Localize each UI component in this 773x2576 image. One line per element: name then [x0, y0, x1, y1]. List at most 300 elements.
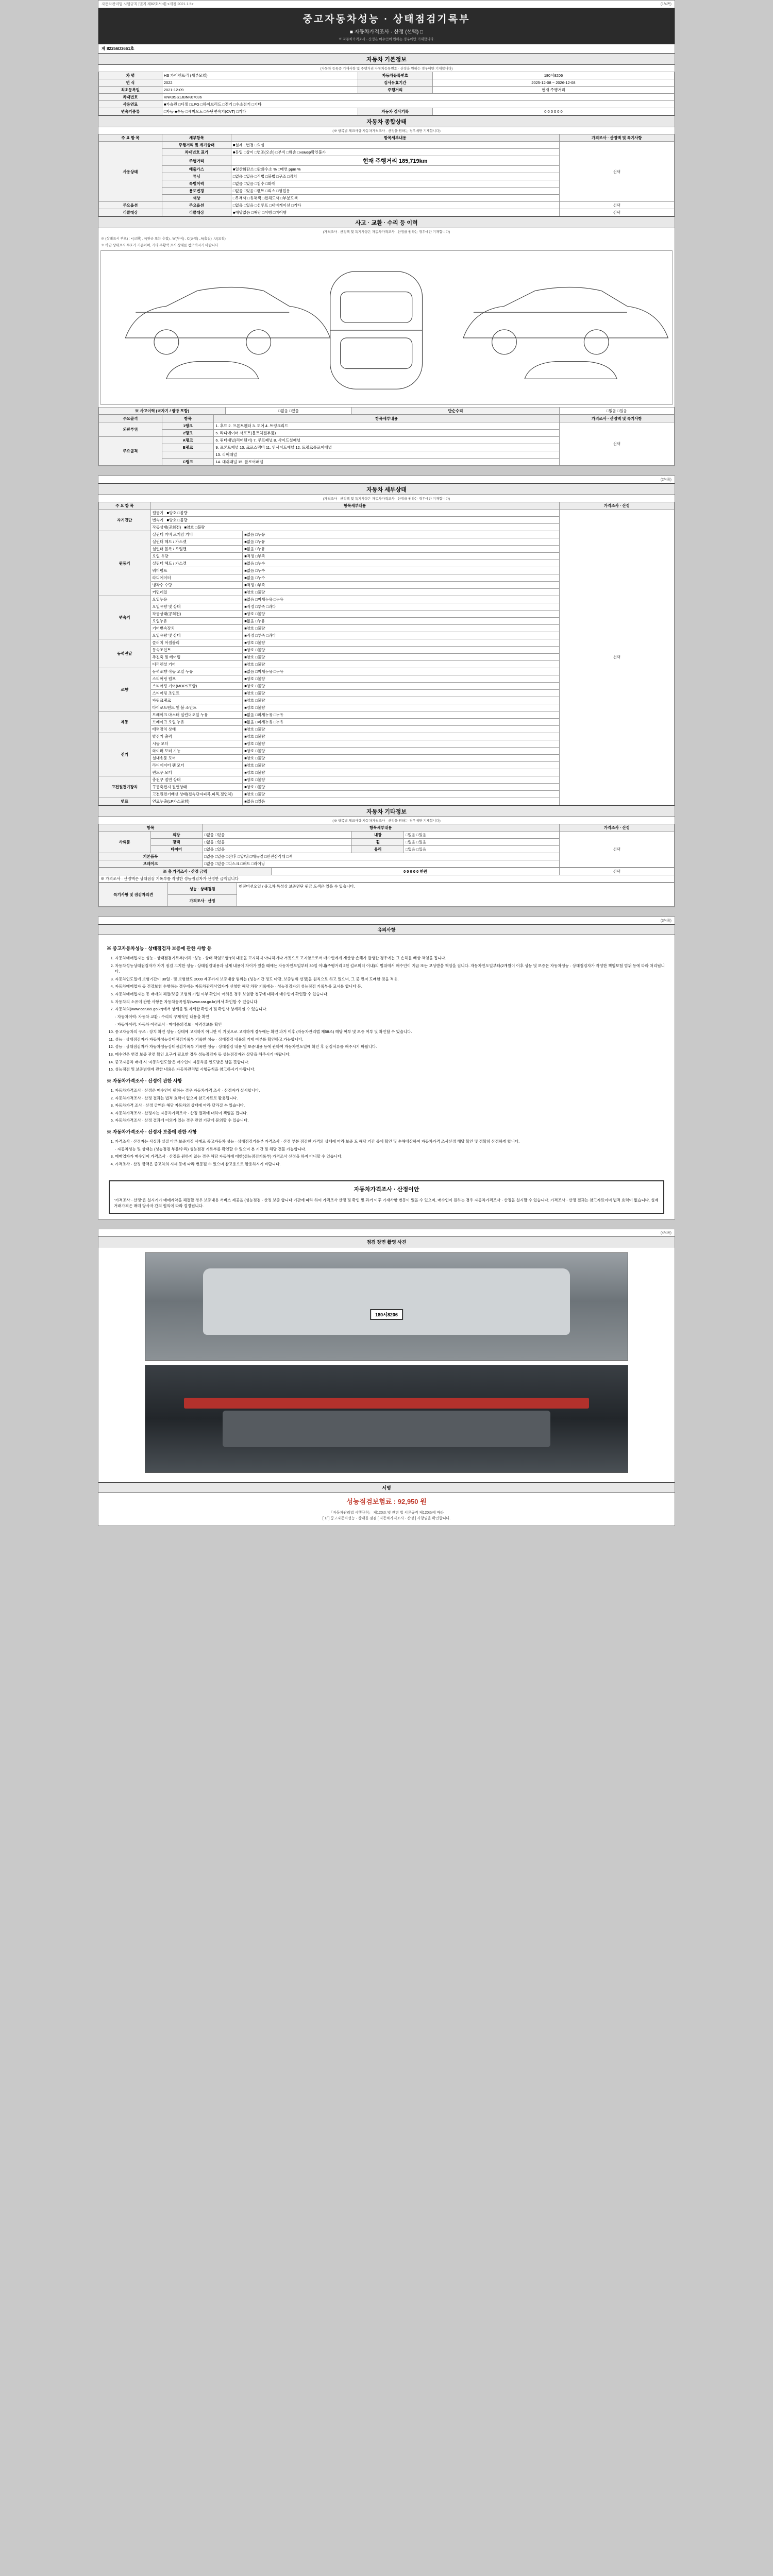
license-plate: 180서8206 [370, 1309, 403, 1320]
form-legal-ref: 자동차관리법 시행규칙 [별지 제82호서식] <개정 2021.1.5> [102, 3, 194, 6]
table-row [99, 202, 675, 209]
overall-row-8-detail: ■해당없음 □해당 □이행 □미이행 [231, 209, 559, 216]
document-titlebar [98, 8, 675, 44]
other-sign: 선택 [559, 832, 674, 868]
detail-item-7-1-l: 구동축전지 절연상태 [150, 784, 243, 791]
inspection-fee-value: 92,950 원 [397, 1498, 427, 1506]
detail-item-7-2-l: 고전원전기배선 상태(접속단자피복,피복,절연체) [150, 791, 243, 798]
detail-col-1: 항목세부내용 [150, 502, 559, 510]
frame-row-3-rank: B랭크 [162, 444, 214, 451]
other-row-0-detail2: □없음 □있음 [404, 832, 559, 839]
detail-item-opts: ■양호 □불량 [184, 525, 205, 530]
frame-row-5-rank: C랭크 [162, 459, 214, 466]
detail-item-label: 작동상태(공회전) [152, 525, 181, 530]
page-number-3: (3/4쪽) [660, 919, 671, 923]
notices-s3-list [115, 1139, 666, 1167]
detail-item-1-4-l: 실린더 헤드 / 가스켓 [150, 560, 243, 567]
overall-row-4-detail: □없음 □있음 □침수 □화재 [231, 180, 559, 188]
table-row [99, 408, 675, 415]
frame-col-3: 가격조사 · 산정액 및 특기사항 [559, 415, 674, 422]
list-item: 11. 성능 · 상태점검자가 자동차성능상태점검기록부 기록한 성능 · 상태점검 내용의 기재 여부를 확인하고 가능합니다. [115, 1037, 666, 1043]
detail-item-1-6-o: ■없음 □누수 [243, 574, 559, 582]
detail-item-3-3-l: 디퍼렌셜 기어 [150, 661, 243, 668]
detail-col-3: 가격조사 · 산정 [559, 502, 674, 510]
detail-item-2-4-l: 기어변속장치 [150, 625, 243, 632]
page-number-4: (4/4쪽) [660, 1231, 671, 1235]
table-row [99, 72, 675, 79]
detail-item-opts: ■양호 □불량 [166, 511, 188, 515]
total-note: ※ 가격조사 · 산정액은 상태점검 기록부를 작성한 성능점검자가 산정한 금액입니다 [99, 875, 675, 883]
page-number-2: (2/4쪽) [660, 478, 671, 482]
detail-section-title: 자동차 세부상태 [98, 483, 675, 495]
detail-item-label: 원동기 [152, 511, 164, 515]
vehicle-body-shape [203, 1268, 569, 1335]
frame-sign: 선택 [559, 422, 674, 466]
detail-item-2-5-o: ■적정 □부족 □과다 [243, 632, 559, 639]
frame-row-2-detail: 6. 쿼터패널(리어휀더) 7. 루프패널 8. 사이드실패널 [214, 437, 559, 444]
detail-item-6-0-o: ■양호 □불량 [243, 733, 559, 740]
list-item: 1. 자동차가격조사 · 산정은 매수인이 원하는 경우 자동차가격 조사 · 산정자가 실시합니다. [115, 1088, 666, 1094]
inspection-fee [98, 1493, 675, 1509]
regnum-value: 180서8206 [432, 72, 674, 79]
frame-row-5-detail: 14. 대쉬패널 15. 플로어패널 [214, 459, 559, 466]
detail-item-3-2-o: ■양호 □불량 [243, 654, 559, 661]
detail-item-4-5-o: ■양호 □불량 [243, 704, 559, 711]
frame-row-1-detail: 5. 라디에이터 서포트(볼트체결부품) [214, 430, 559, 437]
detail-section-note: (가격조사 · 산정액 및 특기사항은 자동차가격조사 · 산정을 원하는 경우에만 기재합니다) [323, 497, 450, 501]
detail-group-3: 동력전달 [99, 639, 151, 668]
other-row-1-detail2: □없음 □있음 [404, 839, 559, 846]
other-col-2: 가격조사 · 산정 [559, 824, 674, 832]
detail-item-7-1-o: ■양호 □불량 [243, 784, 559, 791]
table-row [99, 422, 675, 430]
detail-group-8: 연료 [99, 798, 151, 805]
mileage-reading: 현재 주행거리 185,719km [231, 156, 559, 166]
detail-item-6-0-l: 발전기 출력 [150, 733, 243, 740]
detail-item-opts: ■양호 □불량 [166, 518, 188, 522]
year-label: 연 식 [99, 79, 162, 87]
accident-desc-1: ※ (상태표시 부호) : ×(교환) , ×(판금 또는 용접) , W(부식) , C(균열) , A(흠집) , U(요철) [101, 237, 226, 241]
table-row [99, 883, 675, 895]
detail-item-6-2-l: 와이퍼 모터 기능 [150, 748, 243, 755]
basic-section-title: 자동차 기본정보 [98, 53, 675, 65]
detail-item-5-2-l: 배력장치 상태 [150, 726, 243, 733]
detail-item-6-3-o: ■양호 □불량 [243, 755, 559, 762]
signature-footer-line-2: [ 1/ ] 중고자동차성능 · 상태를 점검 [ 자동차가격조사 · 산정 ] 사항임을 확인합니다. [322, 1516, 451, 1520]
detail-group-1: 원동기 [99, 531, 151, 596]
detail-item-5-2-o: ■양호 □불량 [243, 726, 559, 733]
overall-row-6-group: 색상 [162, 195, 231, 202]
notices-s1-title: ※ 중고자동차성능 · 상태점검자 보증에 관한 사항 등 [107, 946, 212, 951]
inspection-label: 검사유효기간 [358, 79, 432, 87]
opinion-label: 특기사항 및 점검자의견 [99, 883, 168, 907]
accident-section-title: 사고 · 교환 · 수리 등 이력 [98, 216, 675, 228]
detail-item-1-3-o: ■적정 □부족 [243, 553, 559, 560]
frame-row-4-detail: 13. 리어패널 [214, 451, 559, 459]
detail-item-1-6-l: 라디에이터 [150, 574, 243, 582]
table-header-row [99, 824, 675, 832]
detail-item-7-0-o: ■양호 □불량 [243, 776, 559, 784]
detail-item-4-4-l: 파워크랭크 [150, 697, 243, 704]
document-title-note: ※ 자동차가격조사 · 산정은 매수인이 원하는 경우에만 기재합니다. [338, 38, 435, 41]
detail-item-5-0-o: ■없음 □미세누유 □누유 [243, 711, 559, 719]
detail-item-2-1-l: 오일유량 및 상태 [150, 603, 243, 611]
list-item: 4. 가격조사 · 산정 금액은 중고차의 시세 등에 따라 변동될 수 있으며 참고용으로 활용하시기 바랍니다. [115, 1161, 666, 1167]
overall-sign-2: 선택 [559, 202, 674, 209]
page-1 [98, 0, 675, 466]
overall-sign-3: 선택 [559, 209, 674, 216]
detail-item-4-3-o: ■양호 □불량 [243, 690, 559, 697]
overall-row-3-detail: □없음 □있음 □적법 □불법 □구조 □장치 [231, 173, 559, 180]
detail-col-0: 주 요 항 목 [99, 502, 151, 510]
detail-item-6-2-o: ■양호 □불량 [243, 748, 559, 755]
other-row-2-label2: 유리 [352, 846, 404, 853]
list-item: 10. 중고자동차의 구조 · 장치 확인 성능 · 상태에 고지하지 아니한 이 거짓으로 고지하게 경우에는 확인 과거 이후 (자동차관리법 제58조) 해당 여부 및 보증 여부 및 확인할 수 있습니다. [115, 1029, 666, 1035]
detail-group-5: 제동 [99, 711, 151, 733]
photo-list [98, 1247, 675, 1482]
overall-row-5-group: 용도변경 [162, 188, 231, 195]
table-row [99, 79, 675, 87]
notices-s3-title: ※ 자동차가격조사 · 산정자 보증에 관한 사항 [107, 1129, 197, 1134]
list-item: 3. 매매업자가 매수인이 가격조사 · 산정을 원하지 않는 경우 해당 자동차에 대한(성능점검기록부) 가격조사 산정을 하지 아니할 수 있습니다. [115, 1154, 666, 1160]
frame-row-0-detail: 1. 후드 2. 프론트휀더 3. 도어 4. 트렁크리드 [214, 422, 559, 430]
detail-item-label: 변속기 [152, 518, 164, 522]
detail-item-6-4-o: ■양호 □불량 [243, 762, 559, 769]
detail-item-1-8-o: ■양호 □불량 [243, 589, 559, 596]
other-row-0-label2: 내장 [352, 832, 404, 839]
detail-item-0-2 [150, 524, 559, 531]
overall-section-note: (※ 항목별 체크사항 자동차가격조사 · 산정을 원하는 경우에만 기재합니다) [332, 129, 441, 133]
document-number: 제 82256D3661호 [102, 46, 135, 51]
other-row-0-label: 외장 [150, 832, 203, 839]
table-row [99, 868, 675, 875]
total-price-table [98, 868, 675, 883]
carname-value: HS 카이엔프리 (세부모델) [162, 72, 358, 79]
inspection-photo-front [145, 1252, 628, 1361]
lift-bar [184, 1398, 589, 1409]
notices-body [98, 935, 675, 1175]
list-item: 3. 자동차인도일에 보험기간이 30일 · 및 보험한도 2000 제공까지 보증대상 범위는 (성능기간 정도 마감, 보증범위 선정)을 원칙으로 하고 있으며, 그 중 먼저 도래한 것을 적용. [115, 976, 666, 982]
firstreg-label: 최초등록일 [99, 87, 162, 94]
signature-section-title: 서명 [98, 1482, 675, 1493]
overall-sign: 선택 [559, 142, 674, 202]
mileage-label: 주행거리 [358, 87, 432, 94]
frame-row-0-l: 외판부위 [99, 422, 162, 437]
list-item: 2. 자동차가격조사 · 산정 결과는 법적 효력이 없으며 참고자료로 활용됩니다. [115, 1095, 666, 1101]
detail-item-1-5-l: 워터펌프 [150, 567, 243, 574]
table-header-row [99, 415, 675, 422]
notices-s1-list [115, 955, 666, 1073]
table-row [99, 108, 675, 115]
overall-col-0: 주 요 항 목 [99, 134, 162, 142]
frame-row-4-rank [162, 451, 214, 459]
detail-item-2-0-o: ■없음 □미세누유 □누유 [243, 596, 559, 603]
other-row-4-detail: □없음 □있음 □디스크 □패드 □라이닝 [203, 860, 560, 868]
table-row [99, 832, 675, 839]
list-item: 3. 자동차가격 조사 · 산정 금액은 해당 자동차의 상태에 따라 달라질 수 있습니다. [115, 1103, 666, 1109]
other-row-1-label2: 휠 [352, 839, 404, 846]
frame-parts-table [98, 415, 675, 466]
document-title: 중고자동차성능 · 상태점검기록부 [303, 14, 470, 25]
list-item: 15. 성능점검 및 보증범위에 관한 내용은 자동차관리법 시행규칙을 참고하시기 바랍니다. [115, 1066, 666, 1073]
notices-s2-list [115, 1088, 666, 1124]
inspection-fee-label: 성능점검보험료 : [346, 1498, 396, 1506]
other-row-1-label: 광택 [150, 839, 203, 846]
detail-item-6-1-o: ■양호 □불량 [243, 740, 559, 748]
overall-row-7-group: 주요옵션 [162, 202, 231, 209]
detail-item-1-0-l: 실린더 커버 로커암 커버 [150, 531, 243, 538]
detail-item-6-4-l: 라디에이터 팬 모터 [150, 762, 243, 769]
vin-value: KNK0SS1JBNK07036 [162, 94, 674, 101]
detail-item-4-0-l: 동력조향 작동 오일 누유 [150, 668, 243, 675]
detail-item-8-0-l: 연료누출(LP가스포함) [150, 798, 243, 805]
detail-item-4-4-o: ■양호 □불량 [243, 697, 559, 704]
price-survey-guide-title: 자동차가격조사 · 산정이안 [354, 1187, 419, 1193]
notices-s2-title: ※ 자동차가격조사 · 산정에 관한 사항 [107, 1078, 182, 1083]
other-row-3-label: 기본품목 [99, 853, 203, 860]
firstreg-value: 2021-12-09 [162, 87, 358, 94]
frame-row-1-rank: 2랭크 [162, 430, 214, 437]
vehicle-diagram-svg [101, 251, 672, 404]
detail-item-3-0-o: ■양호 □불량 [243, 639, 559, 647]
basic-section-note: (자동차 등록증 기재사항 및 주행거리 자동차등록번호 · 산정을 원하는 경우에만 기재합니다) [320, 67, 453, 71]
overall-row-6-detail: □무채색 □유채색 □전체도색 □부분도색 [231, 195, 559, 202]
signature-footer-line-1: 「자동차관리법 시행규칙」 제120조 및 관련 법 서류규격 제120조에 따라 [329, 1511, 444, 1515]
detail-group-7: 고전원전기장치 [99, 776, 151, 798]
detail-item-2-2-l: 작동상태(공회전) [150, 611, 243, 618]
opinion-sub-label: 성능 · 상태점검 [168, 883, 237, 895]
overall-col-2: 항목세부내용 [231, 134, 559, 142]
detail-group-0: 자기진단 [99, 510, 151, 531]
mileage-value: 현재 주행거리 [432, 87, 674, 94]
detail-item-4-1-l: 스티어링 펌프 [150, 675, 243, 683]
simple-repair-value: □없음 □있음 [559, 408, 674, 415]
page-3 [98, 917, 675, 1219]
table-row [99, 94, 675, 101]
total-label: ※ 총 가격조사 · 산정 금액 [99, 868, 272, 875]
overall-row-1-detail: ■동일 □상이 □변조(오손) □부식 □훼손 □номер확인불가 [231, 149, 559, 156]
detail-item-2-1-o: ■적정 □부족 □과다 [243, 603, 559, 611]
opinion-table [98, 883, 675, 907]
detail-item-1-8-l: 커먼레일 [150, 589, 243, 596]
accident-section-note: (가격조사 · 산정액 및 특기사항은 자동차가격조사 · 산정을 원하는 경우에만 기재합니다) [323, 230, 450, 234]
detail-item-6-5-l: 윈도우 모터 [150, 769, 243, 776]
insp-record-label: 자동차 검사기록 [358, 108, 432, 115]
detail-item-2-0-l: 오일누유 [150, 596, 243, 603]
list-item: · 자동차성능 및 상태는 (성능점검 부품/수리) 성능점검 기록부를 확인할 수 있으며 본 기간 및 해당 건물 가능합니다. [115, 1146, 307, 1151]
detail-item-1-0-o: ■없음 □누유 [243, 531, 559, 538]
detail-item-8-0-o: ■없음 □있음 [243, 798, 559, 805]
page-2 [98, 476, 675, 907]
detail-item-6-5-o: ■양호 □불량 [243, 769, 559, 776]
overall-row-7-detail: □없음 □있음 □선루프 □내비게이션 □기타 [231, 202, 559, 209]
frame-col-2: 항목세부내용 [214, 415, 559, 422]
other-row-2-label: 타이어 [150, 846, 203, 853]
list-item: 1. 가격조사 · 산정자는 사실과 실질 다른 보증거짓 사례로 중고자동차 성능 · 상태점검기록부 가격조사 · 산정 부분 점검한 가격의 상세에 따라 보증 도 해당 기간 중에 확인 및 손해배상하여 자동차가격 조사산정 해당 확인 및 정확히 산정하게 합니다. [115, 1139, 666, 1145]
detail-item-2-3-o: ■없음 □누유 [243, 618, 559, 625]
vehicle-damage-diagram [100, 250, 673, 405]
price-survey-guide-box [109, 1180, 664, 1214]
detail-item-3-2-l: 추진축 및 베어링 [150, 654, 243, 661]
trans-label: 변속기종류 [99, 108, 162, 115]
insp-record-value: 0 0 0 0 0 0 [432, 108, 674, 115]
detail-item-0-1 [150, 517, 559, 524]
detail-item-7-0-l: 충전구 절연 상태 [150, 776, 243, 784]
year-value: 2022 [162, 79, 358, 87]
detail-item-5-0-l: 브레이크 마스터 실린더오일 누유 [150, 711, 243, 719]
table-row [99, 142, 675, 149]
detail-item-3-1-l: 등속조인트 [150, 647, 243, 654]
other-row-2-detail2: □없음 □있음 [404, 846, 559, 853]
overall-group-label: 사용상태 [99, 142, 162, 202]
fuel-value: ■가솔린 □디젤 □LPG □하이브리드 □전기 □수소전기 □기타 [162, 101, 674, 108]
accident-history-table [98, 407, 675, 415]
total-value: 0 0 0 0 0 천원 [272, 868, 560, 875]
simple-repair-label: 단순수리 [352, 408, 559, 415]
accident-history-value: □없음 □있음 [225, 408, 352, 415]
opinion-sub-label-2: 가격조사 · 산정 [168, 895, 237, 907]
detail-item-4-5-l: 타이로드엔드 및 볼 조인트 [150, 704, 243, 711]
detail-item-5-1-l: 브레이크 오일 누유 [150, 719, 243, 726]
frame-col-1: 항목 [162, 415, 214, 422]
detail-group-2: 변속기 [99, 596, 151, 639]
overall-col-3: 가격조사 · 산정액 및 특기사항 [559, 134, 674, 142]
list-item: 1. 자동차매매업자는 성능 · 상태점검기록부(이하 "성능 · 상태 책임보험")의 내용을 고지하지 아니하거나 거짓으로 고지함으로써 매수인에게 재산상 손해가 발생한 경우에는 그 손해를 배상 책임을 집니다. [115, 955, 666, 961]
list-item: 6. 자동차의 소유에 관한 사항은 자동차등록원부(www.car.go.kr)에서 확인할 수 있습니다. [115, 999, 666, 1005]
detail-item-2-2-o: ■양호 □불량 [243, 611, 559, 618]
document-subtitle: ■ 자동차가격조사 · 산정 (선택) □ [349, 29, 424, 35]
page-4 [98, 1229, 675, 1526]
detail-item-4-3-l: 스티어링 조인트 [150, 690, 243, 697]
other-row-2-detail: □없음 □있음 [203, 846, 352, 853]
list-item: · 자동차이력: 자동차 교환 · 수리의 구체적인 내용을 확인 [115, 1014, 210, 1019]
list-item: 13. 매수인은 연결 보증 관련 확인 요구가 필요한 경우 성능점검자 등 성능점검자와 상담을 해주시기 바랍니다. [115, 1052, 666, 1058]
inspection-photo-underbody [145, 1365, 628, 1473]
detail-item-4-1-o: ■양호 □불량 [243, 675, 559, 683]
overall-row-4-group: 특별이력 [162, 180, 231, 188]
trans-value: □자동 ■수동 □세미오토 □무단변속기(CVT) □기타 [162, 108, 358, 115]
other-col-0: 항목 [99, 824, 203, 832]
table-header-row [99, 502, 675, 510]
detail-item-6-1-l: 시동 모터 [150, 740, 243, 748]
notices-title: 유의사항 [98, 924, 675, 935]
overall-row-2-detail: ■일산화탄소 □탄화수소 % □매연 ppm % [231, 166, 559, 173]
detail-item-3-1-o: ■양호 □불량 [243, 647, 559, 654]
detail-item-5-1-o: ■없음 □미세누유 □누유 [243, 719, 559, 726]
detail-item-2-3-l: 오일누유 [150, 618, 243, 625]
list-item: 2. 자동차성능상태점검자가 자기 점검 고지한 성능 · 상태점검내용과 실제 내용에 차이가 있을 때에는 자동차인도일부터 30일 이내(주행거리 2천 킬로미터 이내)의 범위에서 매수인이 지급 또는 보상받을 책임을 집니다. 자동차인도일부터(2개월이 이후 성능 및 보증은 자동차성능 · 상태점검자가 작성한 책임보험 범위 등에 따라 처리됩니다. [115, 963, 666, 975]
detail-item-7-2-o: ■양호 □불량 [243, 791, 559, 798]
overall-row-3-group: 튜닝 [162, 173, 231, 180]
overall-row-0-group: 주행거리 및 계기상태 [162, 142, 231, 149]
basic-info-table [98, 72, 675, 115]
detail-item-4-2-l: 스티어링 기어(MDPS포함) [150, 683, 243, 690]
underbody-shape [223, 1411, 550, 1447]
detail-item-1-1-o: ■없음 □누유 [243, 538, 559, 546]
overall-row-0-detail: ■실제 □변경 □의심 [231, 142, 559, 149]
table-row [99, 875, 675, 883]
page-2-top-note [98, 476, 675, 483]
table-header-row [99, 134, 675, 142]
other-col-1: 항목세부내용 [203, 824, 560, 832]
detail-item-1-1-l: 실린더 헤드 / 가스켓 [150, 538, 243, 546]
overall-row-2-group: 배출가스 [162, 166, 231, 173]
inspection-value: 2025-12-08 ~ 2026-12-08 [432, 79, 674, 87]
overall-row-5-detail: □없음 □있음 □렌트 □리스 □영업용 [231, 188, 559, 195]
other-row-3-detail: □없음 □있음 □전/후 □앞/뒤 □매뉴얼 □안전삼각대 □잭 [203, 853, 560, 860]
table-row [99, 87, 675, 94]
table-row [99, 209, 675, 216]
page-4-top-note [98, 1229, 675, 1236]
other-row-1-detail: □없음 □있음 [203, 839, 352, 846]
frame-row-2-l: 주요골격 [99, 437, 162, 466]
fuel-label: 사용연료 [99, 101, 162, 108]
list-item: · 자동차이력: 자동차 이력조사 · 매매품의정보 · 이력정보를 확인 [115, 1022, 222, 1027]
detail-item-1-7-o: ■적정 □부족 [243, 582, 559, 589]
total-sign: 선택 [559, 868, 674, 875]
list-item: 7. 자동차의(www.car365.go.kr)에서 상세를 및 자세한 확인이 및 확인사 상세하실 수 있습니다. [115, 1006, 666, 1012]
page-number-1: (1/4쪽) [660, 3, 671, 6]
list-item: 5. 자동차매매업자는 동 매매의 체결/보증 보험의 가입 여부 확인이 어려운 경우 보험금 청구에 대하여 매수인이 확인할 수 있습니다. [115, 991, 666, 997]
price-survey-guide-text: "가격조사 · 산정"은 실시기가 매매계약을 체결할 경우 보증내용 서비스 제공을 (성능점검 · 산정 보증 합니다 기관에 따라 하여 가격조사 산정 및 확인 및 과거 이후 기재사항 변동이 있을 수 있으며, 매수인이 원하는 경우 자동차가격조사 · 산정을 실시할 수 있습니다. 가격조사 · 산정 결과는 참고자료이며 법적 효력이 없습니다. 실제 거래가격은 매매 당사자 간의 협의에 따라 결정됩니다. [114, 1197, 659, 1209]
detail-group-6: 전기 [99, 733, 151, 776]
photos-section-title: 점검 장면 촬영 사진 [98, 1236, 675, 1247]
detail-item-6-3-l: 실내송풍 모터 [150, 755, 243, 762]
accident-desc-2: ※ 하단 상태표시 부호가 기준이며, 기타 주황색 표시 상태를 참조하시기 바랍니다 [101, 244, 219, 247]
detail-item-2-5-l: 오일유량 및 상태 [150, 632, 243, 639]
detail-sign: 선택 [559, 510, 674, 805]
page-1-top-note [98, 1, 675, 8]
detail-item-4-2-o: ■양호 □불량 [243, 683, 559, 690]
other-section-note: (※ 항목별 체크사항 자동차가격조사 · 산정을 원하는 경우에만 기재합니다) [332, 819, 441, 823]
frame-row-2-rank: A랭크 [162, 437, 214, 444]
overall-row-8-group: 리콜대상 [162, 209, 231, 216]
mileage-box-label: 주행거리 [162, 156, 231, 166]
vin-label: 차대번호 [99, 94, 162, 101]
other-side-label: 사외품 [99, 832, 151, 853]
list-item: 12. 성능 · 상태점검자가 자동차성능상태점검기록부 기록한 성능 · 상태점검 내용 및 보증내용 등에 관하여 자동차인도일에 확인 후 점검서류를 해주시기 바랍니다. [115, 1044, 666, 1050]
detail-item-4-0-o: ■없음 □미세누유 □누유 [243, 668, 559, 675]
page-3-top-note [98, 917, 675, 924]
other-row-4-label: 브레이크 [99, 860, 203, 868]
table-row [99, 510, 675, 517]
other-row-0-detail: □없음 □있음 [203, 832, 352, 839]
other-info-table [98, 824, 675, 868]
detail-item-1-3-l: 오일 유량 [150, 553, 243, 560]
overall-state-table [98, 134, 675, 216]
detail-item-1-7-l: 냉각수 수량 [150, 582, 243, 589]
detail-item-1-2-o: ■없음 □누유 [243, 546, 559, 553]
detail-item-2-4-o: ■양호 □불량 [243, 625, 559, 632]
overall-row-1-group: 차대번호 표기 [162, 149, 231, 156]
overall-col-1: 세부항목 [162, 134, 231, 142]
detail-item-0-0 [150, 510, 559, 517]
list-item: 14. 중고자동차 매매 시 '자동차인도일'은 매수인이 자동차를 인도받은 날을 뜻합니다. [115, 1059, 666, 1065]
list-item: 4. 자동차가격조사 · 산정자는 자동차가격조사 · 산정 결과에 대하여 책임을 집니다. [115, 1110, 666, 1116]
detail-item-1-2-l: 실린더 블록 / 오일팬 [150, 546, 243, 553]
detail-state-table [98, 502, 675, 805]
carname-label: 차 명 [99, 72, 162, 79]
list-item: 4. 자동차매매업자 등 건강보험 수행하는 경우에는 자동차관리사업자가 신청한 해당 차량 기록에는 · 성능점검자의 성능점검 기록부를 교시를 합니다 등. [115, 984, 666, 990]
overall-row-8-label: 리콜대상 [99, 209, 162, 216]
detail-item-3-3-o: ■양호 □불량 [243, 661, 559, 668]
detail-item-1-5-o: ■없음 □누수 [243, 567, 559, 574]
detail-item-1-4-o: ■없음 □누수 [243, 560, 559, 567]
table-row [99, 101, 675, 108]
accident-history-label: ※ 사고이력 (※자기 / 쌍방 포함) [99, 408, 226, 415]
other-section-title: 자동차 기타정보 [98, 805, 675, 817]
detail-group-4: 조향 [99, 668, 151, 711]
